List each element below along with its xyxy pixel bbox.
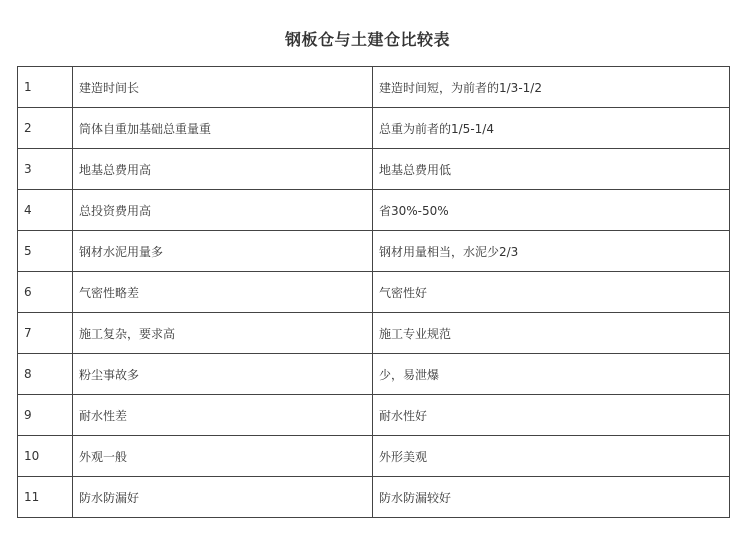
- civil-silo-cell: 气密性好: [373, 272, 730, 313]
- civil-silo-cell: 省30%-50%: [373, 190, 730, 231]
- steel-silo-cell: 施工复杂，要求高: [73, 313, 373, 354]
- civil-silo-cell: 建造时间短，为前者的1/3-1/2: [373, 67, 730, 108]
- row-number-cell: 4: [18, 190, 73, 231]
- table-row: [18, 395, 730, 436]
- row-number-cell: 9: [18, 395, 73, 436]
- civil-silo-cell: 外形美观: [373, 436, 730, 477]
- steel-silo-cell: 外观一般: [73, 436, 373, 477]
- table-row: [18, 436, 730, 477]
- row-number-cell: 10: [18, 436, 73, 477]
- row-number-cell: 2: [18, 108, 73, 149]
- row-number-cell: 7: [18, 313, 73, 354]
- row-number-cell: 5: [18, 231, 73, 272]
- civil-silo-cell: 耐水性好: [373, 395, 730, 436]
- table-row: [18, 313, 730, 354]
- table-row: [18, 67, 730, 108]
- page-title: 钢板仓与土建仓比较表: [284, 30, 450, 49]
- steel-silo-cell: 建造时间长: [73, 67, 373, 108]
- civil-silo-cell: 钢材用量相当，水泥少2/3: [373, 231, 730, 272]
- table-row: [18, 231, 730, 272]
- civil-silo-cell: 防水防漏较好: [373, 477, 730, 518]
- table-row: [18, 354, 730, 395]
- row-number-cell: 1: [18, 67, 73, 108]
- row-number-cell: 11: [18, 477, 73, 518]
- table-row: [18, 149, 730, 190]
- table-row: [18, 477, 730, 518]
- row-number-cell: 6: [18, 272, 73, 313]
- steel-silo-cell: 粉尘事故多: [73, 354, 373, 395]
- steel-silo-cell: 地基总费用高: [73, 149, 373, 190]
- civil-silo-cell: 施工专业规范: [373, 313, 730, 354]
- row-number-cell: 8: [18, 354, 73, 395]
- steel-silo-cell: 气密性略差: [73, 272, 373, 313]
- table-row: [18, 272, 730, 313]
- row-number-cell: 3: [18, 149, 73, 190]
- steel-silo-cell: 防水防漏好: [73, 477, 373, 518]
- steel-silo-cell: 总投资费用高: [73, 190, 373, 231]
- table-row: [18, 190, 730, 231]
- civil-silo-cell: 少，易泄爆: [373, 354, 730, 395]
- steel-silo-cell: 钢材水泥用量多: [73, 231, 373, 272]
- comparison-table: [17, 66, 730, 518]
- steel-silo-cell: 筒体自重加基础总重量重: [73, 108, 373, 149]
- civil-silo-cell: 地基总费用低: [373, 149, 730, 190]
- table-row: [18, 108, 730, 149]
- civil-silo-cell: 总重为前者的1/5-1/4: [373, 108, 730, 149]
- steel-silo-cell: 耐水性差: [73, 395, 373, 436]
